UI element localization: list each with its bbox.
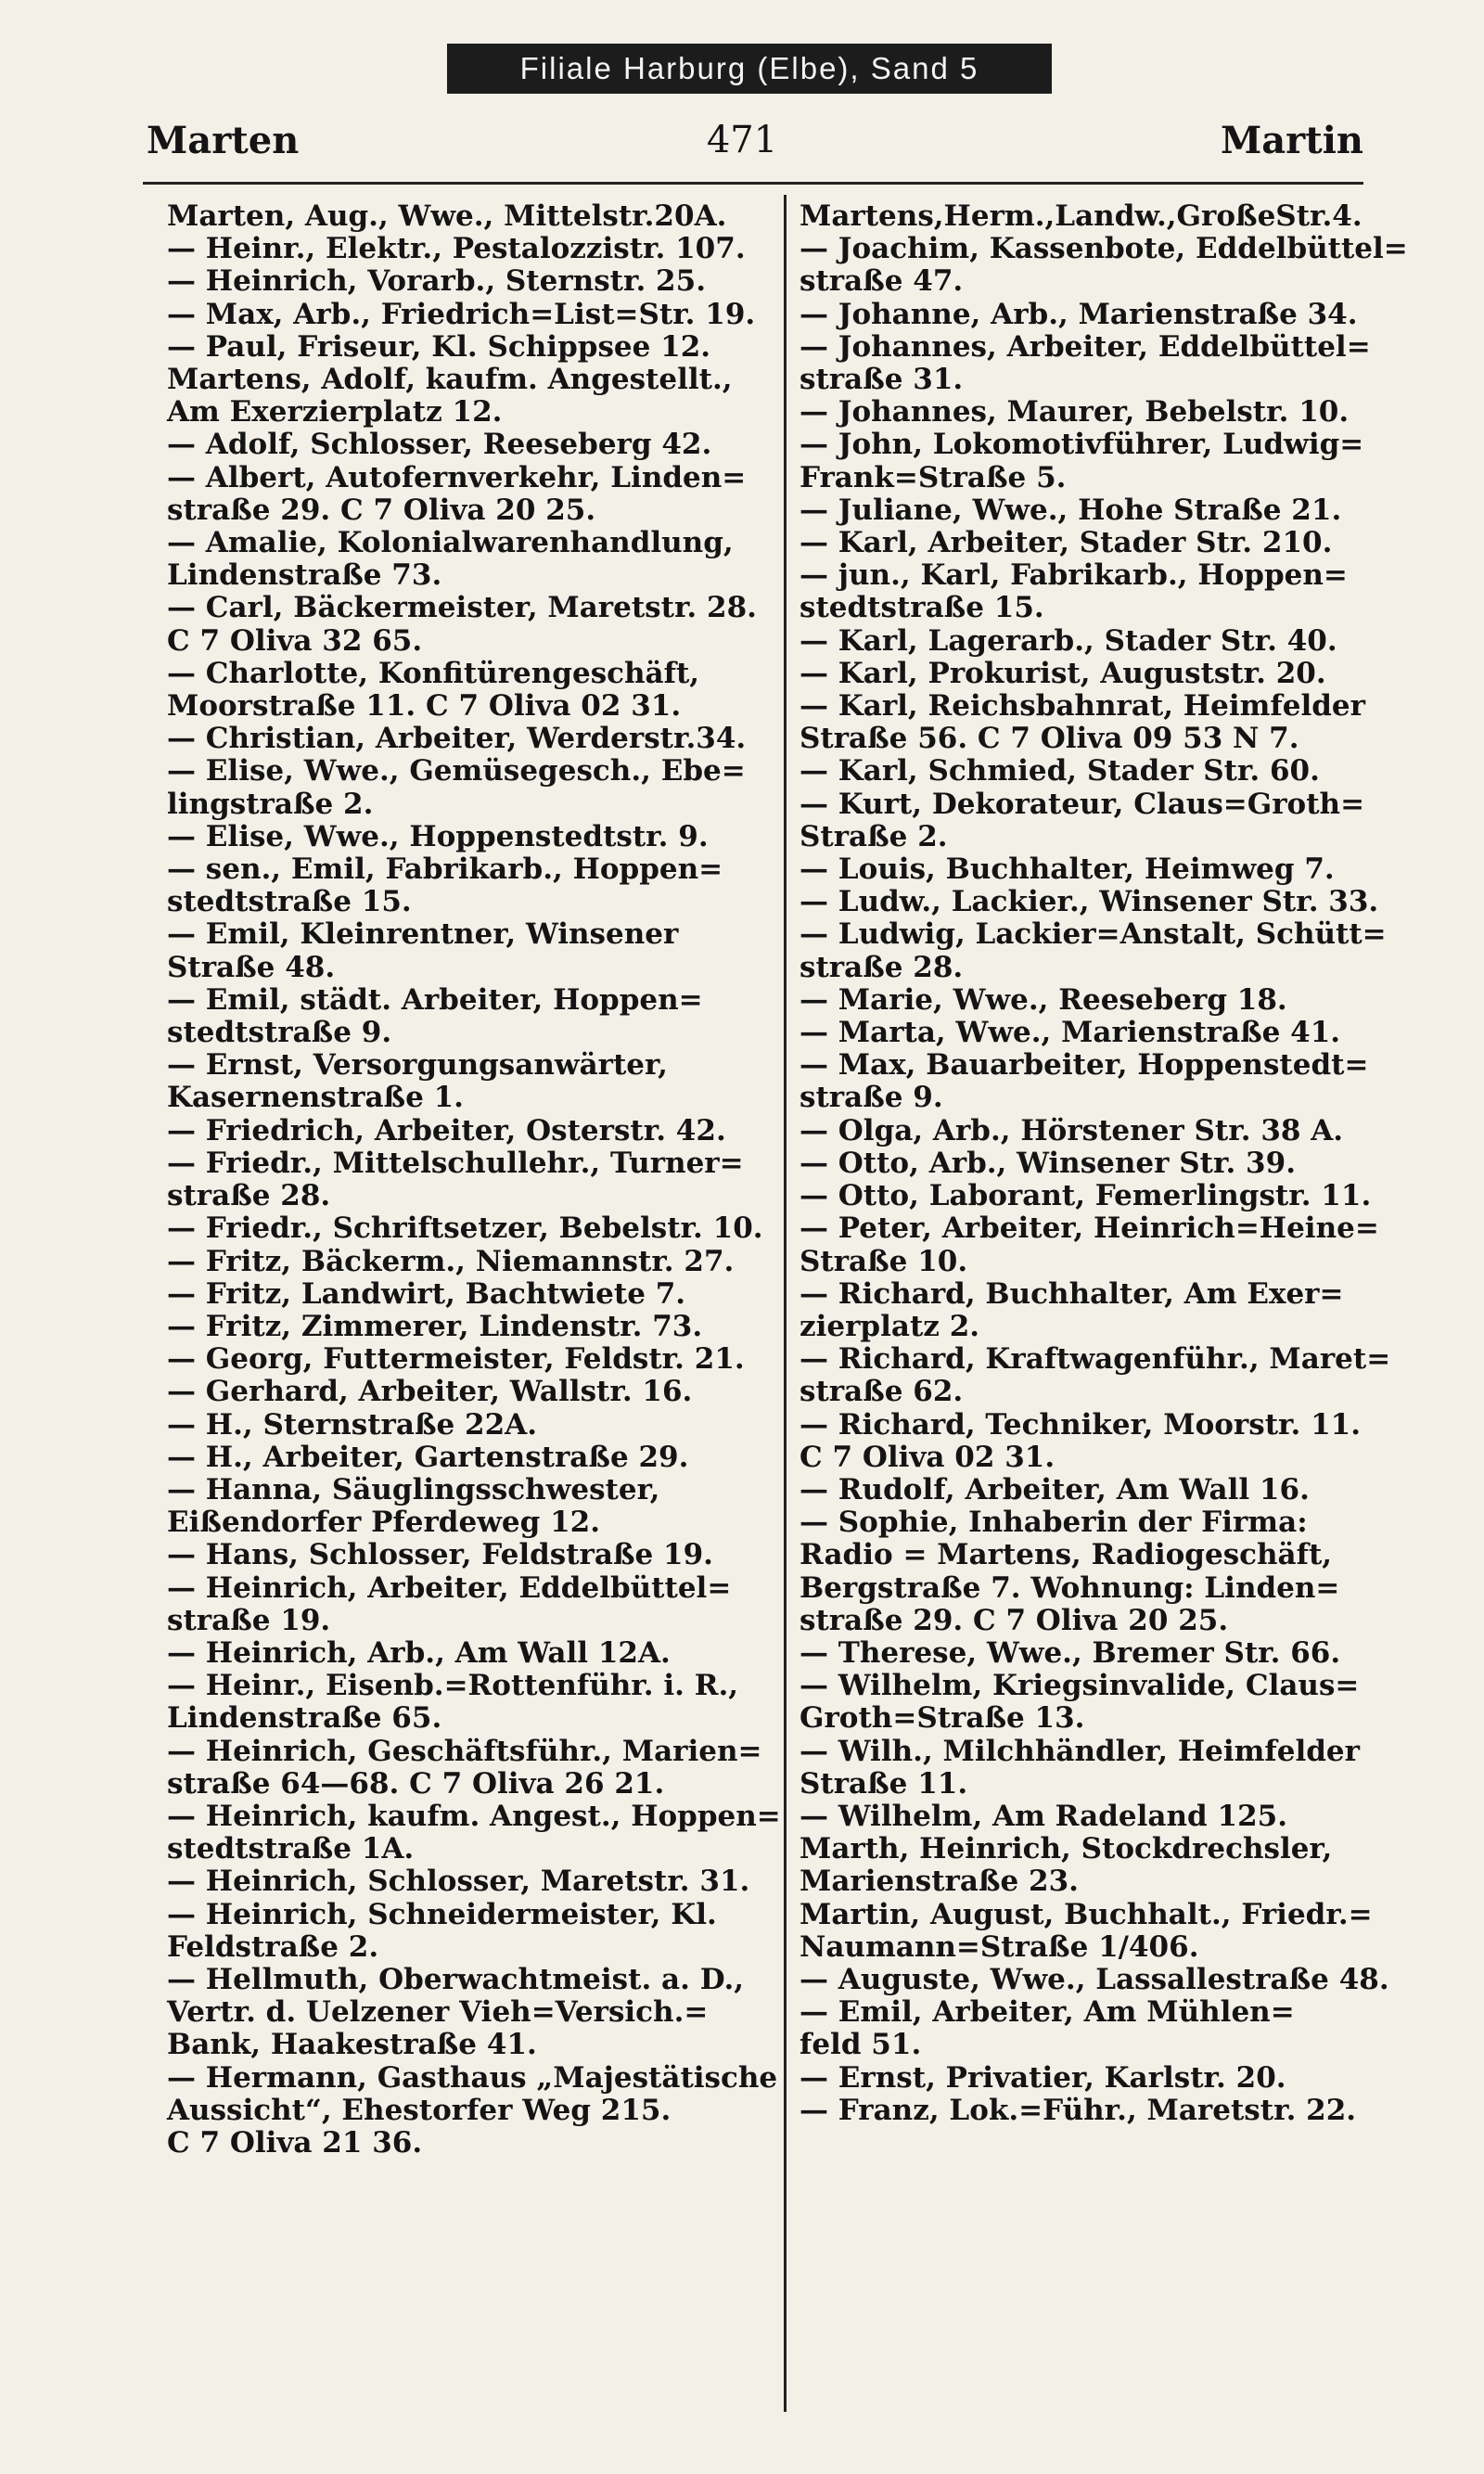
entry-line: — Marie, Wwe., Reeseberg 18. xyxy=(800,982,1287,1017)
entry-line: — Richard, Kraftwagenführ., Maret= xyxy=(800,1342,1391,1377)
directory-entry xyxy=(800,1833,1356,1898)
directory-entry xyxy=(800,396,1356,429)
entry-line: — Wilh., Milchhändler, Heimfelder xyxy=(800,1734,1360,1768)
directory-entry xyxy=(167,1442,723,1474)
entry-line: Martens, Adolf, kaufm. Angestellt., xyxy=(167,363,733,397)
directory-entry xyxy=(800,494,1356,527)
directory-entry xyxy=(167,591,757,658)
entry-line: straße 31. xyxy=(800,363,964,397)
entry-line: Straße 11. xyxy=(800,1766,968,1801)
entry-line: C 7 Oliva 32 65. xyxy=(167,623,423,658)
directory-entry xyxy=(800,1147,1356,1180)
directory-entry xyxy=(167,232,746,266)
directory-entry xyxy=(167,1311,723,1343)
directory-entry xyxy=(167,1342,745,1377)
directory-entry xyxy=(167,1865,750,1899)
entry-line: — Otto, Laborant, Femerlingstr. 11. xyxy=(800,1179,1372,1213)
directory-entry xyxy=(167,460,747,527)
entry-line: — John, Lokomotivführer, Ludwig= xyxy=(800,428,1364,462)
entry-line: — Juliane, Wwe., Hohe Straße 21. xyxy=(800,493,1342,527)
entry-line: — Georg, Futtermeister, Feldstr. 21. xyxy=(167,1342,745,1377)
entry-line: straße 19. xyxy=(167,1603,331,1637)
entry-line: — Friedr., Mittelschullehr., Turner= xyxy=(167,1146,744,1180)
directory-entry xyxy=(800,329,1371,397)
directory-entry xyxy=(800,2062,1356,2095)
directory-entry xyxy=(167,526,734,593)
entry-line: — Karl, Arbeiter, Stader Str. 210. xyxy=(800,526,1333,560)
entry-line: — Emil, städt. Arbeiter, Hoppen= xyxy=(167,982,703,1017)
entry-line: — Heinrich, Arb., Am Wall 12A. xyxy=(167,1635,671,1670)
entry-line: — Wilhelm, Am Radeland 125. xyxy=(800,1799,1288,1833)
entry-line: Straße 2. xyxy=(800,819,948,853)
entry-line: Aussicht“, Ehestorfer Weg 215. xyxy=(167,2093,672,2127)
running-head-left: Marten xyxy=(147,119,300,162)
entry-line: C 7 Oliva 21 36. xyxy=(167,2125,423,2160)
directory-entry xyxy=(800,885,1379,919)
directory-entry xyxy=(167,1637,723,1670)
entry-line: — Heinr., Eisenb.=Rottenführ. i. R., xyxy=(167,1669,739,1703)
directory-entry xyxy=(800,2095,1356,2127)
directory-entry xyxy=(167,722,747,756)
right-column xyxy=(800,199,1408,2127)
entry-line: stedtstraße 15. xyxy=(800,591,1044,625)
entry-line: — Amalie, Kolonialwarenhandlung, xyxy=(167,526,734,560)
directory-entry xyxy=(800,1506,1356,1637)
directory-entry xyxy=(167,331,723,364)
directory-entry xyxy=(800,527,1356,559)
directory-entry xyxy=(800,658,1356,690)
directory-entry xyxy=(800,1897,1373,1964)
directory-entry xyxy=(800,787,1365,853)
directory-entry xyxy=(800,1734,1360,1801)
directory-entry xyxy=(800,853,1356,886)
directory-entry xyxy=(167,1376,723,1408)
directory-entry xyxy=(800,689,1365,756)
directory-entry xyxy=(800,1996,1356,2061)
entry-line: stedtstraße 1A. xyxy=(167,1832,415,1866)
entry-line: — Elise, Wwe., Gemüsegesch., Ebe= xyxy=(167,754,746,788)
entry-line: Straße 10. xyxy=(800,1244,968,1278)
entry-line: — Ernst, Privatier, Karlstr. 20. xyxy=(800,2060,1286,2095)
branch-banner: Filiale Harburg (Elbe), Sand 5 xyxy=(447,44,1052,94)
directory-entry xyxy=(167,821,723,853)
directory-entry xyxy=(167,1244,735,1278)
entry-line: straße 9. xyxy=(800,1081,943,1115)
entry-line: Marienstraße 23. xyxy=(800,1865,1079,1899)
entry-line: — Fritz, Bäckerm., Niemannstr. 27. xyxy=(167,1244,735,1278)
entry-line: — Heinrich, Schneidermeister, Kl. xyxy=(167,1897,717,1931)
entry-line: Moorstraße 11. C 7 Oliva 02 31. xyxy=(167,689,682,724)
directory-entry xyxy=(167,1669,739,1736)
directory-entry xyxy=(800,625,1356,658)
entry-line: — Heinrich, kaufm. Angest., Hoppen= xyxy=(167,1799,781,1833)
entry-line: — H., Arbeiter, Gartenstraße 29. xyxy=(167,1440,689,1474)
entry-line: Vertr. d. Uelzener Vieh=Versich.= xyxy=(167,1995,709,2030)
header-rule xyxy=(143,182,1363,185)
entry-line: — Elise, Wwe., Hoppenstedtstr. 9. xyxy=(167,819,709,853)
directory-entry xyxy=(800,1637,1356,1670)
directory-entry xyxy=(800,1115,1356,1147)
entry-line: straße 47. xyxy=(800,264,964,299)
entry-line: — Max, Bauarbeiter, Hoppenstedt= xyxy=(800,1048,1369,1083)
directory-entry xyxy=(167,1211,763,1246)
entry-line: Radio = Martens, Radiogeschäft, xyxy=(800,1538,1333,1572)
entry-line: Naumann=Straße 1/406. xyxy=(800,1929,1199,1964)
entry-line: stedtstraße 9. xyxy=(167,1016,392,1050)
entry-line: Bergstraße 7. Wohnung: Linden= xyxy=(800,1570,1340,1605)
entry-line: — Wilhelm, Kriegsinvalide, Claus= xyxy=(800,1669,1360,1703)
entry-line: — Johannes, Arbeiter, Eddelbüttel= xyxy=(800,329,1371,364)
directory-entry xyxy=(800,1407,1362,1474)
directory-entry xyxy=(800,1278,1356,1343)
entry-line: — Charlotte, Konfitürengeschäft, xyxy=(167,656,700,690)
entry-line: lingstraße 2. xyxy=(167,787,374,821)
entry-line: — sen., Emil, Fabrikarb., Hoppen= xyxy=(167,852,723,887)
entry-line: — Karl, Schmied, Stader Str. 60. xyxy=(800,754,1320,788)
directory-entry xyxy=(800,1801,1356,1833)
entry-line: Am Exerzierplatz 12. xyxy=(167,395,503,429)
entry-line: — Joachim, Kassenbote, Eddelbüttel= xyxy=(800,232,1408,266)
directory-entry xyxy=(800,232,1408,299)
entry-line: Lindenstraße 65. xyxy=(167,1701,442,1736)
entry-line: straße 29. C 7 Oliva 20 25. xyxy=(800,1603,1229,1637)
directory-entry xyxy=(167,1539,723,1571)
entry-line: — Friedrich, Arbeiter, Osterstr. 42. xyxy=(167,1113,726,1147)
entry-line: — Rudolf, Arbeiter, Am Wall 16. xyxy=(800,1472,1310,1506)
entry-line: — Max, Arb., Friedrich=List=Str. 19. xyxy=(167,297,756,331)
directory-entry xyxy=(800,1474,1356,1506)
entry-line: — Karl, Lagerarb., Stader Str. 40. xyxy=(800,623,1337,658)
directory-entry xyxy=(800,199,1362,233)
directory-entry xyxy=(167,1409,723,1442)
entry-line: — Hans, Schlosser, Feldstraße 19. xyxy=(167,1538,713,1572)
entry-line: — Heinrich, Geschäftsführ., Marien= xyxy=(167,1734,762,1768)
entry-line: C 7 Oliva 02 31. xyxy=(800,1440,1055,1474)
directory-entry xyxy=(800,559,1356,624)
entry-line: straße 28. xyxy=(800,950,964,984)
entry-line: — Hanna, Säuglingsschwester, xyxy=(167,1472,660,1506)
left-column xyxy=(167,199,781,2160)
entry-line: — Paul, Friseur, Kl. Schippsee 12. xyxy=(167,329,711,364)
entry-line: — Hellmuth, Oberwachtmeist. a. D., xyxy=(167,1962,745,1996)
page-number: 471 xyxy=(706,119,778,161)
entry-line: — Auguste, Wwe., Lassallestraße 48. xyxy=(800,1962,1389,1996)
directory-entry xyxy=(167,918,723,983)
entry-line: — Emil, Arbeiter, Am Mühlen= xyxy=(800,1995,1295,2030)
directory-entry xyxy=(800,1048,1369,1115)
directory-entry xyxy=(167,199,727,233)
entry-line: Frank=Straße 5. xyxy=(800,460,1067,494)
entry-line: — Otto, Arb., Winsener Str. 39. xyxy=(800,1146,1296,1180)
entry-line: — Johannes, Maurer, Bebelstr. 10. xyxy=(800,395,1350,429)
directory-entry xyxy=(167,1474,723,1539)
running-head-right: Martin xyxy=(1220,119,1363,162)
entry-line: — Friedr., Schriftsetzer, Bebelstr. 10. xyxy=(167,1211,763,1246)
entry-line: — Christian, Arbeiter, Werderstr.34. xyxy=(167,722,747,756)
directory-entry xyxy=(167,984,723,1049)
entry-line: — Sophie, Inhaberin der Firma: xyxy=(800,1506,1308,1540)
entry-line: Marten, Aug., Wwe., Mittelstr.20A. xyxy=(167,199,727,233)
entry-line: — Marta, Wwe., Marienstraße 41. xyxy=(800,1016,1341,1050)
entry-line: — Fritz, Landwirt, Bachtwiete 7. xyxy=(167,1276,686,1311)
directory-entry xyxy=(167,853,723,918)
directory-entry xyxy=(800,1962,1389,1996)
directory-entry xyxy=(167,1799,781,1866)
directory-entry xyxy=(167,265,723,298)
directory-entry xyxy=(167,2060,778,2160)
entry-line: feld 51. xyxy=(800,2028,922,2062)
directory-entry xyxy=(800,917,1387,984)
entry-line: — jun., Karl, Fabrikarb., Hoppen= xyxy=(800,558,1348,593)
directory-entry xyxy=(167,1734,762,1801)
directory-entry xyxy=(167,1049,723,1114)
entry-line: — Franz, Lok.=Führ., Maretstr. 22. xyxy=(800,2093,1357,2127)
directory-entry xyxy=(167,429,723,461)
directory-entry xyxy=(800,1179,1372,1213)
directory-entry xyxy=(167,363,733,429)
directory-entry xyxy=(167,1278,723,1311)
directory-entry xyxy=(167,1962,745,2062)
entry-line: Eißendorfer Pferdeweg 12. xyxy=(167,1506,600,1540)
entry-line: — Louis, Buchhalter, Heimweg 7. xyxy=(800,852,1335,887)
directory-entry xyxy=(800,428,1364,494)
entry-line: stedtstraße 15. xyxy=(167,885,412,919)
directory-entry xyxy=(167,1570,732,1637)
entry-line: — Heinrich, Arbeiter, Eddelbüttel= xyxy=(167,1570,732,1605)
entry-line: straße 64—68. C 7 Oliva 26 21. xyxy=(167,1766,665,1801)
entry-line: — Therese, Wwe., Bremer Str. 66. xyxy=(800,1635,1341,1670)
entry-line: — Ludwig, Lackier=Anstalt, Schütt= xyxy=(800,917,1387,952)
entry-line: — Kurt, Dekorateur, Claus=Groth= xyxy=(800,787,1365,821)
directory-entry xyxy=(800,1017,1356,1049)
entry-line: — Richard, Buchhalter, Am Exer= xyxy=(800,1276,1344,1311)
directory-entry xyxy=(800,1669,1360,1736)
entry-line: Straße 56. C 7 Oliva 09 53 N 7. xyxy=(800,722,1299,756)
entry-line: — Ludw., Lackier., Winsener Str. 33. xyxy=(800,885,1379,919)
entry-line: Straße 48. xyxy=(167,950,336,984)
entry-line: — H., Sternstraße 22A. xyxy=(167,1407,538,1442)
directory-entry xyxy=(800,755,1356,788)
entry-line: straße 29. C 7 Oliva 20 25. xyxy=(167,493,596,527)
entry-line: — Peter, Arbeiter, Heinrich=Heine= xyxy=(800,1211,1379,1246)
entry-line: Martens,Herm.,Landw.,GroßeStr.4. xyxy=(800,199,1362,233)
column-divider xyxy=(784,195,787,2412)
directory-entry xyxy=(167,754,746,821)
entry-line: — Heinrich, Vorarb., Sternstr. 25. xyxy=(167,264,706,299)
entry-line: Feldstraße 2. xyxy=(167,1929,379,1964)
entry-line: — Olga, Arb., Hörstener Str. 38 A. xyxy=(800,1113,1344,1147)
directory-entry xyxy=(167,297,756,331)
directory-entry xyxy=(800,1211,1379,1278)
entry-line: — Heinr., Elektr., Pestalozzistr. 107. xyxy=(167,232,746,266)
entry-line: — Emil, Kleinrentner, Winsener xyxy=(167,917,679,952)
entry-line: — Adolf, Schlosser, Reeseberg 42. xyxy=(167,428,712,462)
entry-line: zierplatz 2. xyxy=(800,1309,980,1343)
entry-line: — Gerhard, Arbeiter, Wallstr. 16. xyxy=(167,1375,693,1409)
entry-line: Martin, August, Buchhalt., Friedr.= xyxy=(800,1897,1373,1931)
entry-line: straße 28. xyxy=(167,1179,331,1213)
entry-line: Groth=Straße 13. xyxy=(800,1701,1085,1736)
directory-entry xyxy=(167,1899,723,1964)
directory-entry xyxy=(167,658,723,723)
directory-entry xyxy=(800,984,1356,1017)
entry-line: Lindenstraße 73. xyxy=(167,558,442,593)
entry-line: — Albert, Autofernverkehr, Linden= xyxy=(167,460,747,494)
directory-entry xyxy=(800,1342,1391,1409)
entry-line: — Richard, Techniker, Moorstr. 11. xyxy=(800,1407,1362,1442)
entry-line: — Fritz, Zimmerer, Lindenstr. 73. xyxy=(167,1309,703,1343)
entry-line: Marth, Heinrich, Stockdrechsler, xyxy=(800,1832,1333,1866)
entry-line: — Heinrich, Schlosser, Maretstr. 31. xyxy=(167,1865,750,1899)
directory-entry xyxy=(800,299,1356,331)
directory-entry xyxy=(167,1146,744,1213)
entry-line: Kasernenstraße 1. xyxy=(167,1081,464,1115)
entry-line: — Johanne, Arb., Marienstraße 34. xyxy=(800,297,1358,331)
entry-line: straße 62. xyxy=(800,1375,964,1409)
entry-line: — Karl, Reichsbahnrat, Heimfelder xyxy=(800,689,1365,724)
directory-entry xyxy=(167,1113,726,1147)
entry-line: — Karl, Prokurist, Auguststr. 20. xyxy=(800,656,1326,690)
entry-line: — Ernst, Versorgungsanwärter, xyxy=(167,1048,668,1083)
entry-line: — Carl, Bäckermeister, Maretstr. 28. xyxy=(167,591,757,625)
entry-line: Bank, Haakestraße 41. xyxy=(167,2028,537,2062)
entry-line: — Hermann, Gasthaus „Majestätische xyxy=(167,2060,778,2095)
